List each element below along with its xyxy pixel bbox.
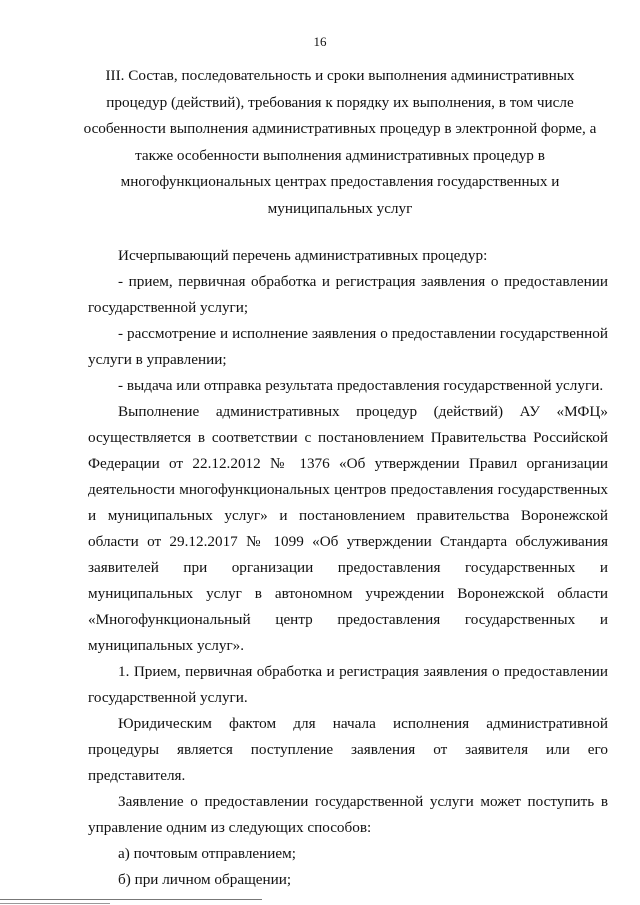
paragraph-procedure-3: - выдача или отправка результата предоставления государственной услуги. [118,377,604,394]
paragraph-mfc-execution: Выполнение административных процедур (действий) АУ «МФЦ» осуществляется в соответствии с постановлением Правительства Российской Федерации от 22.12.2012 № 1376 «Об утверждении Правил организации деятельности многофункциональных центров предоставления государственных и муниципальных услуг» и постановлением правительства Воронежской области от 29.12.2017 № 1099 «Об утверждении Стандарта обслуживания заявителей при организации предоставления государственных и муниципальных услуг в автономном учреждении Воронежской области «Многофункциональный центр предоставления государственных и муниципальных услуг». [88,403,608,654]
paragraph-method-a: а) почтовым отправлением; [118,845,296,862]
document-body [88,243,608,893]
bottom-rule [0,899,262,900]
page-number: 16 [313,34,327,49]
paragraph-step-1-title: 1. Прием, первичная обработка и регистрация заявления о предоставлении государственной услуги. [88,663,608,706]
paragraph-method-b: б) при личном обращении; [118,871,292,888]
section-heading: III. Состав, последовательность и сроки выполнения административных процедур (действий), требования к порядку их выполнения, в том числе особенности выполнения административных процедур в электронной форме, а также особенности выполнения административных процедур в многофункциональных центрах предоставления государственных и муниципальных услуг [83,67,597,217]
paragraph-procedures-intro: Исчерпывающий перечень административных процедур: [118,247,488,264]
paragraph-procedure-1: - прием, первичная обработка и регистрация заявления о предоставлении государственной услуги; [88,273,608,316]
paragraph-submission-methods: Заявление о предоставлении государственной услуги может поступить в управление одним из следующих способов: [88,793,608,836]
paragraph-legal-fact: Юридическим фактом для начала исполнения административной процедуры является поступление заявления от заявителя или его представителя. [88,715,608,784]
paragraph-procedure-2: - рассмотрение и исполнение заявления о предоставлении государственной услуги в управлении; [88,325,608,368]
bottom-rule-secondary [0,903,110,904]
